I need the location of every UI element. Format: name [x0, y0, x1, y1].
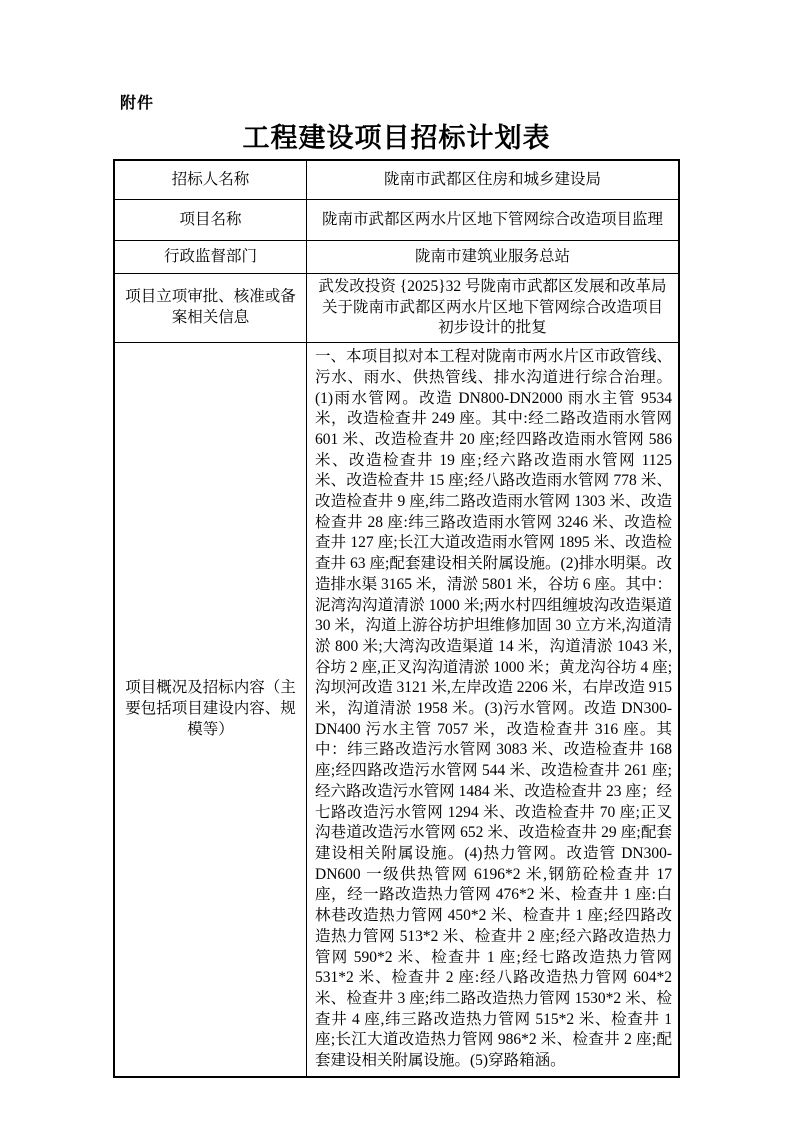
table-row-project-name: [115, 199, 678, 240]
admin-dept-label: 行政监督部门: [115, 241, 307, 273]
table-row-project-overview: [115, 342, 678, 1076]
page-title: 工程建设项目招标计划表: [242, 123, 551, 153]
bidder-name-value: 陇南市武都区住房和城乡建设局: [383, 170, 601, 188]
attachment-label: 附件: [120, 95, 155, 112]
bidder-name-label: 招标人名称: [115, 161, 307, 199]
approval-info-value: 武发改投资 {2025}32 号陇南市武都区发展和改革局关于陇南市武都区两水片区地下管网综合改造项目初步设计的批复: [318, 278, 667, 337]
table-row-bidder-name: [115, 161, 678, 199]
project-overview-value: 一、本项目拟对本工程对陇南市两水片区市政管线、污水、雨水、供热管线、排水沟道进行综合治理。(1)雨水管网。改造 DN800-DN2000 雨水主管 9534 米，改造检查井 249 座。其中:经二路改造雨水管网 601 米、改造检查井 20 座;经四路改造雨水管网 586 米、改造检查井 19 座;经六路改造雨水管网 1125 米、改造检查井 15 座;经八路改造雨水管网 778 米、改造检查井 9 座,纬二路改造雨水管网 1303 米、改造检查井 28 座:纬三路改造雨水管网 3246 米、改造检查井 127 座;长江大道改造雨水管网 1895 米、改造检查井 63 座;配套建设相关附属设施。(2)排水明渠。改造排水渠 3165 米，清淤 5801 米，谷坊 6 座。其中：泥湾沟沟道清淤 1000 米;两水村四组缠坡沟改造渠道 30 米，沟道上游谷坊护坦维修加固 30 立方米,沟道清淤 800 米;大湾沟改造渠道 14 米，沟道清淤 1043 米,谷坊 2 座,正叉沟沟道清淤 1000 米；黄龙沟谷坊 4 座;沟坝河改造 3121 米,左岸改造 2206 米，右岸改造 915 米，沟道清淤 1958 米。(3)污水管网。改造 DN300-DN400 污水主管 7057 米，改造检查井 316 座。其中：纬三路改造污水管网 3083 米、改造检查井 168 座;经四路改造污水管网 544 米、改造检查井 261 座;经六路改造污水管网 1484 米、改造检查井 23 座；经七路改造污水管网 1294 米、改造检查井 70 座;正叉沟巷道改造污水管网 652 米、改造检查井 29 座;配套建设相关附属设施。(4)热力管网。改造管 DN300-DN600 一级供热管网 6196*2 米,钢筋砼检查井 17 座，经一路改造热力管网 476*2 米、检查井 1 座:白林巷改造热力管网 450*2 米、检查井 1 座;经四路改造热力管网 513*2 米、检查井 2 座;经六路改造热力管网 590*2 米、检查井 1 座;经七路改造热力管网 531*2 米、检查井 2 座:经八路改造热力管网 604*2 米、检查井 3 座;纬二路改造热力管网 1530*2 米、检查井 4 座,纬三路改造热力管网 515*2 米、检查井 1 座;长江大道改造热力管网 986*2 米、检查井 2 座;配套建设相关附属设施。(5)穿路箱涵。: [315, 348, 672, 1070]
project-name-value: 陇南市武都区两水片区地下管网综合改造项目监理: [321, 210, 663, 228]
admin-dept-value: 陇南市建筑业服务总站: [414, 247, 570, 265]
project-name-label: 项目名称: [115, 200, 307, 240]
table-row-admin-dept: [115, 240, 678, 273]
project-overview-label: 项目概况及招标内容（主要包括项目建设内容、规模等）: [115, 343, 307, 1076]
bidding-plan-table: [113, 159, 680, 1078]
approval-info-label: 项目立项审批、核准或备案相关信息: [115, 274, 307, 342]
table-row-approval-info: [115, 273, 678, 342]
